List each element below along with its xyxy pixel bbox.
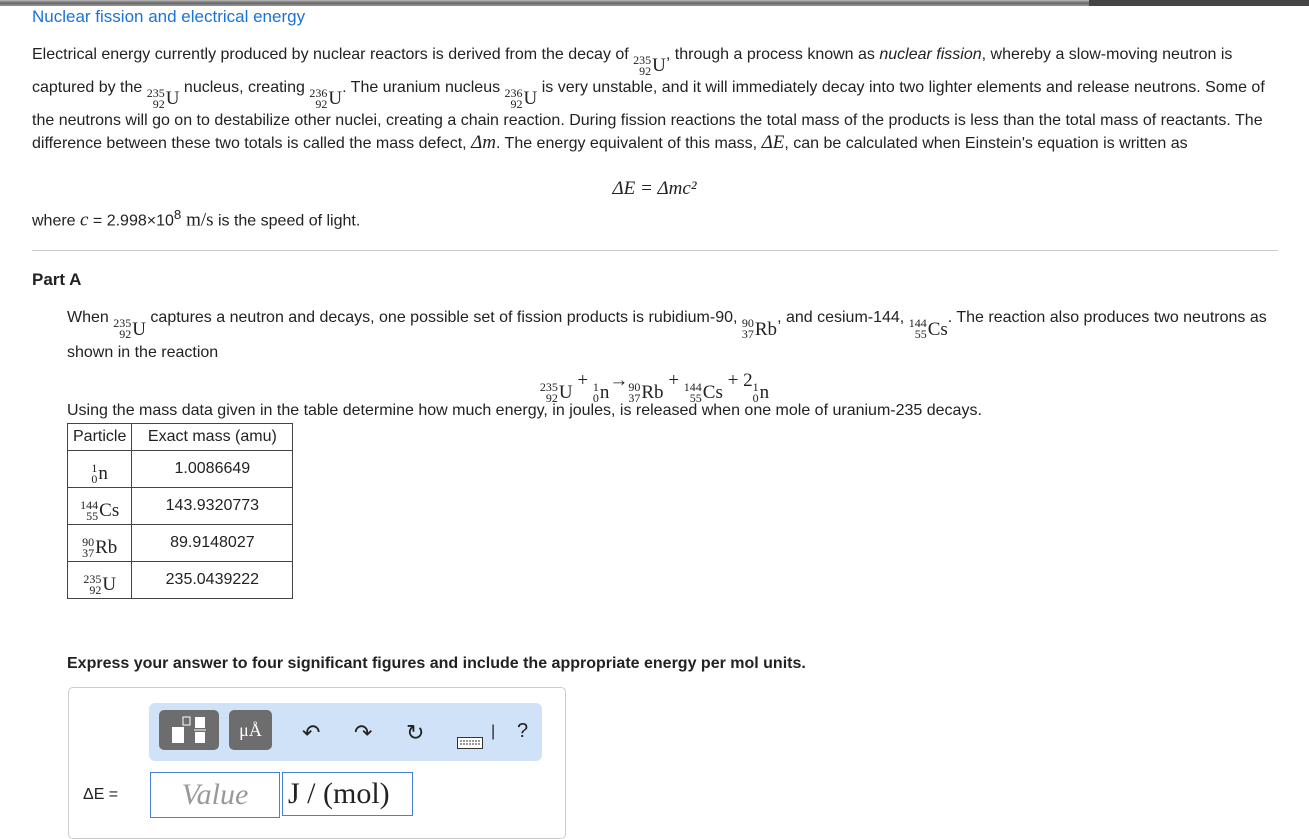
table-row <box>68 562 293 599</box>
redo-icon[interactable]: ↷ <box>354 720 373 745</box>
nuclide-symbol <box>309 88 342 110</box>
table-row <box>68 488 293 525</box>
text-segment: nuclear fission <box>879 46 982 63</box>
part-a-text <box>67 306 1277 364</box>
nuclide-symbol <box>83 571 117 597</box>
value-input[interactable]: Value <box>150 772 280 818</box>
text-segment: 92 <box>152 97 165 111</box>
divider <box>32 250 1278 251</box>
text-segment <box>505 88 523 110</box>
text-segment: U <box>558 382 573 403</box>
text-segment: , through a process known as <box>665 46 880 63</box>
text-segment: 37 <box>741 327 754 341</box>
part-a-heading: Part A <box>32 270 82 289</box>
text-segment: 90 <box>741 316 754 330</box>
text-segment: 0 <box>592 391 599 405</box>
text-segment <box>147 88 165 110</box>
text-segment: n <box>599 382 610 403</box>
question-text: Using the mass data given in the table determine how much energy, in joules, is released when one mole of uranium-235 decays. <box>67 402 982 419</box>
text-segment: n <box>98 462 108 484</box>
text-segment: 1 <box>752 380 759 394</box>
text-segment: 55 <box>86 508 99 523</box>
text-segment: ΔE <box>761 131 785 153</box>
text-segment: 1 <box>592 380 599 394</box>
text-segment <box>82 534 95 560</box>
text-segment: + <box>572 370 593 391</box>
text-segment <box>633 55 651 77</box>
text-segment <box>68 562 132 599</box>
text-segment: + <box>722 370 744 391</box>
text-segment: U <box>165 88 180 110</box>
nuclide-symbol <box>147 88 180 110</box>
text-segment: 235 <box>633 53 652 67</box>
text-segment: When <box>67 309 114 326</box>
einstein-equation: ΔE = Δmc² <box>612 178 697 199</box>
text-segment: 37 <box>82 545 95 560</box>
text-segment: captures a neutron and decays, one possible set of fission products is rubidium-90, <box>145 309 742 326</box>
table-row <box>68 525 293 562</box>
text-segment: U <box>132 318 146 340</box>
text-segment: Rb <box>95 536 118 558</box>
keyboard-icon[interactable] <box>457 729 483 755</box>
text-segment: 92 <box>315 97 328 111</box>
undo-icon[interactable]: ↶ <box>302 720 321 745</box>
text-segment: 0 <box>752 391 759 405</box>
text-segment: 235 <box>539 380 558 394</box>
text-segment: Δm <box>471 131 496 153</box>
nuclide-symbol <box>113 318 146 341</box>
text-segment: Cs <box>702 382 723 403</box>
text-segment: 8 <box>173 207 182 222</box>
nuclide-symbol <box>80 497 120 523</box>
text-segment: 92 <box>545 391 558 405</box>
text-segment: Electrical energy currently produced by nuclear reactors is derived from the decay of <box>32 46 634 63</box>
text-segment: 235 <box>113 316 132 330</box>
text-segment: is very unstable, and it will immediately decay into two lighter elements and release neutrons. Some of the neutrons will go on to destabilize other nuclei, creating a chain reaction. During fission reactions the total mass of the products is less than the total mass of reactants. The difference between these two totals is called the mass defect, <box>32 79 1265 152</box>
speed-of-light-text <box>32 204 1277 232</box>
nuclide-symbol <box>909 318 948 341</box>
math-toolbar <box>149 703 542 761</box>
nuclide-symbol <box>82 534 118 560</box>
text-segment: 235 <box>146 86 165 100</box>
text-segment: 144 <box>908 316 927 330</box>
column-header: Particle <box>68 424 132 451</box>
text-segment: , whereby a slow-moving neutron is captured by the <box>32 46 1233 96</box>
text-segment: 2 <box>743 370 753 391</box>
text-segment: 236 <box>504 86 523 100</box>
answer-label: ΔE = <box>83 786 119 803</box>
text-segment: 144 <box>683 380 702 394</box>
column-header: Exact mass (amu) <box>132 424 293 451</box>
text-segment: 0 <box>91 471 98 486</box>
text-segment <box>83 571 102 597</box>
instruction: Express your answer to four significant figures and include the appropriate energy per mol units. <box>67 655 806 672</box>
top-bar <box>0 0 1309 6</box>
units-button[interactable]: μÅ <box>229 710 272 750</box>
text-segment: 235.0439222 <box>132 562 293 599</box>
text-segment: is the speed of light. <box>213 212 361 230</box>
page-title: Nuclear fission and electrical energy <box>32 7 306 26</box>
text-segment: 236 <box>309 86 328 100</box>
units-input[interactable]: J / (mol) <box>282 772 413 816</box>
text-segment: 92 <box>510 97 523 111</box>
text-segment: 92 <box>119 327 132 341</box>
text-segment: U <box>652 55 666 77</box>
reset-icon[interactable]: ↻ <box>406 720 425 745</box>
text-segment: + <box>663 370 684 391</box>
text-segment: 144 <box>80 497 99 512</box>
text-segment: nucleus, creating <box>179 79 310 96</box>
text-segment <box>742 318 754 340</box>
text-segment: 143.9320773 <box>132 488 293 525</box>
text-segment: Cs <box>927 318 948 340</box>
text-segment: 92 <box>639 64 652 78</box>
text-segment: 89.9148027 <box>132 525 293 562</box>
nuclide-symbol <box>91 460 108 486</box>
templates-button[interactable] <box>159 710 219 750</box>
text-segment: U <box>328 88 343 110</box>
text-segment: 1 <box>91 460 98 475</box>
intro-paragraph <box>32 44 1277 154</box>
text-segment: . The reaction also produces two neutrons as shown in the reaction <box>67 309 1267 361</box>
text-segment: m/s <box>181 209 214 231</box>
table-row <box>68 451 293 488</box>
text-segment: 1.0086649 <box>132 451 293 488</box>
text-segment: U <box>102 573 117 595</box>
text-segment <box>91 460 98 486</box>
text-segment <box>68 451 132 488</box>
text-segment: Rb <box>754 318 778 340</box>
text-segment: . The uranium nucleus <box>342 79 505 96</box>
text-segment <box>68 525 132 562</box>
text-segment: U <box>523 88 538 110</box>
text-segment: 92 <box>89 582 102 597</box>
nuclide-symbol <box>633 55 666 77</box>
text-segment <box>909 318 927 340</box>
text-segment: 90 <box>82 534 95 549</box>
text-segment: Cs <box>99 499 120 521</box>
text-segment <box>309 88 327 110</box>
text-segment: → <box>609 370 629 391</box>
text-segment: = 2.998×10 <box>88 212 174 230</box>
text-segment: 90 <box>628 380 641 394</box>
mass-table <box>67 423 293 599</box>
text-segment: 37 <box>628 391 641 405</box>
text-segment: , can be calculated when Einstein's equation is written as <box>784 134 1188 152</box>
fraction-template-icon <box>169 715 209 745</box>
text-segment: n <box>759 382 770 403</box>
text-segment: . The energy equivalent of this mass, <box>495 134 762 152</box>
text-segment <box>68 488 132 525</box>
help-icon[interactable]: ? <box>517 720 529 742</box>
text-segment: 55 <box>689 391 702 405</box>
text-segment: c <box>80 209 89 231</box>
text-segment: Rb <box>641 382 664 403</box>
nuclide-symbol <box>742 318 777 341</box>
text-segment: 55 <box>914 327 927 341</box>
toolbar-separator: | <box>491 723 496 740</box>
text-segment: 235 <box>83 571 102 586</box>
text-segment: , and cesium-144, <box>777 309 909 326</box>
nuclide-symbol <box>505 88 538 110</box>
text-segment <box>80 497 99 523</box>
text-segment <box>113 318 131 340</box>
text-segment: where <box>32 212 81 230</box>
